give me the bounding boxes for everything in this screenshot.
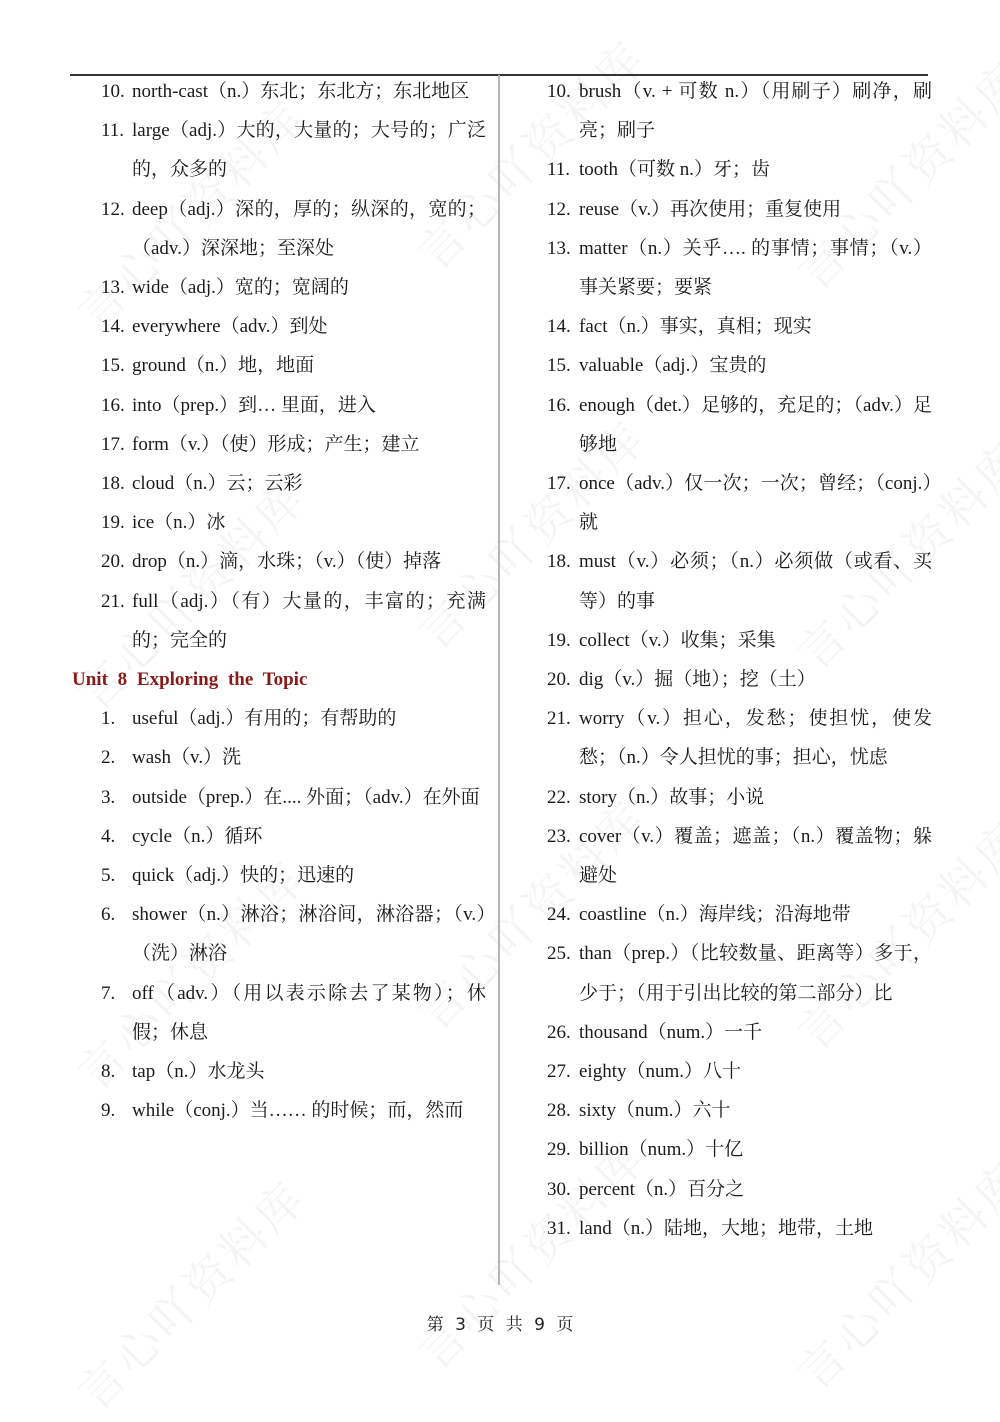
entry-text: than（prep.）（比较数量、距离等）多于，少于；（用于引出比较的第二部分）比 <box>579 943 932 1004</box>
entry-number: 7. <box>101 982 116 1004</box>
entry-number: 25. <box>547 943 571 965</box>
entry-number: 5. <box>101 865 116 887</box>
vocab-entry <box>547 1091 932 1130</box>
vocab-entry <box>72 346 486 385</box>
entry-text: full（adj.）（有）大量的，丰富的；充满的；完全的 <box>132 590 486 651</box>
entry-number: 3. <box>101 786 116 808</box>
entry-text: wide（adj.）宽的；宽阔的 <box>132 277 349 299</box>
vocab-entry <box>72 111 486 189</box>
vocab-entry <box>547 1130 932 1169</box>
entry-number: 19. <box>547 629 571 651</box>
vocab-entry <box>72 72 486 111</box>
entry-number: 23. <box>547 825 571 847</box>
vocab-entry <box>72 582 486 660</box>
entry-text: thousand（num.）一千 <box>579 1021 763 1043</box>
entry-number: 14. <box>101 316 125 338</box>
entry-number: 18. <box>547 551 571 573</box>
vocab-entry <box>547 895 932 934</box>
entry-text: story（n.）故事；小说 <box>579 786 765 808</box>
entry-number: 16. <box>101 394 125 416</box>
vocab-entry <box>547 72 932 150</box>
entry-number: 11. <box>547 159 571 181</box>
entry-number: 1. <box>101 708 116 730</box>
entry-number: 15. <box>101 355 125 377</box>
entry-number: 12. <box>547 198 571 220</box>
entry-number: 4. <box>101 825 116 847</box>
vocab-entry <box>547 346 932 385</box>
vocab-entry <box>547 660 932 699</box>
entry-text: cover（v.）覆盖；遮盖；（n.）覆盖物；躲避处 <box>579 825 932 887</box>
vocab-entry <box>72 425 486 464</box>
entry-text: enough（det.）足够的，充足的；（adv.）足够地 <box>579 394 932 455</box>
entry-number: 17. <box>101 433 125 455</box>
entry-text: ground（n.）地，地面 <box>132 355 315 377</box>
entry-number: 28. <box>547 1100 571 1122</box>
entry-number: 14. <box>547 316 571 338</box>
entry-number: 31. <box>547 1217 571 1239</box>
entry-number: 29. <box>547 1139 571 1161</box>
entry-text: worry（v.）担心，发愁；使担忧，使发愁；（n.）令人担忧的事；担心，忧虑 <box>579 708 932 769</box>
entry-number: 19. <box>101 512 125 534</box>
entry-number: 22. <box>547 786 571 808</box>
entry-number: 6. <box>101 904 116 926</box>
entry-text: ice（n.）冰 <box>132 512 226 534</box>
entry-text: quick（adj.）快的；迅速的 <box>132 865 355 887</box>
entry-number: 24. <box>547 904 571 926</box>
vocab-entry <box>547 229 932 307</box>
entry-number: 18. <box>101 473 125 495</box>
vocab-entry <box>547 1170 932 1209</box>
vocab-entry <box>72 268 486 307</box>
vocab-entry <box>72 1091 486 1130</box>
page-footer: 第 3 页 共 9 页 <box>426 1315 574 1335</box>
right-column <box>547 72 932 1248</box>
section-heading: Unit 8 Exploring the Topic <box>72 669 308 691</box>
entry-number: 11. <box>101 120 125 142</box>
vocab-entry <box>72 974 486 1052</box>
entry-text: reuse（v.）再次使用；重复使用 <box>579 198 842 220</box>
vocab-entry <box>547 190 932 229</box>
vocab-entry <box>72 190 486 268</box>
entry-text: everywhere（adv.）到处 <box>132 316 328 338</box>
entry-number: 10. <box>547 81 571 102</box>
vocab-entry <box>72 778 486 817</box>
entry-text: form（v.）（使）形成；产生；建立 <box>132 433 420 455</box>
vocab-entry <box>547 778 932 817</box>
vocab-entry <box>72 895 486 973</box>
entry-number: 20. <box>101 551 125 573</box>
entry-text: sixty（num.）六十 <box>579 1100 731 1122</box>
column-divider <box>498 75 500 1285</box>
vocab-entry <box>72 464 486 503</box>
vocab-entry <box>72 307 486 346</box>
entry-text: fact（n.）事实，真相；现实 <box>579 316 812 338</box>
vocab-entry <box>547 307 932 346</box>
entry-text: deep（adj.）深的，厚的；纵深的，宽的；（adv.）深深地；至深处 <box>132 198 486 259</box>
entry-number: 10. <box>101 81 125 102</box>
vocab-entry <box>547 1013 932 1052</box>
entry-text: billion（num.）十亿 <box>579 1139 744 1161</box>
entry-number: 2. <box>101 747 116 769</box>
vocab-entry <box>547 464 932 542</box>
vocab-entry <box>547 386 932 464</box>
entry-text: dig（v.）掘（地）；挖（土） <box>579 669 816 691</box>
entry-text: north-cast（n.）东北；东北方；东北地区 <box>132 81 470 102</box>
vocab-entry <box>72 738 486 777</box>
vocab-entry <box>547 542 932 620</box>
entry-text: shower（n.）淋浴；淋浴间，淋浴器；（v.）（洗）淋浴 <box>132 904 486 965</box>
entry-number: 21. <box>101 590 125 612</box>
entry-text: drop（n.）滴，水珠；（v.）（使）掉落 <box>132 551 442 573</box>
entry-text: matter（n.）关乎…. 的事情；事情；（v.）事关紧要；要紧 <box>579 237 932 299</box>
entry-text: coastline（n.）海岸线；沿海地带 <box>579 904 851 926</box>
entry-text: while（conj.）当…… 的时候；而，然而 <box>132 1100 464 1122</box>
entry-number: 9. <box>101 1100 116 1122</box>
entry-text: off（adv.）（用以表示除去了某物）；休假；休息 <box>132 982 486 1043</box>
entry-number: 8. <box>101 1061 116 1083</box>
entry-text: tooth（可数 n.）牙；齿 <box>579 159 771 181</box>
entry-text: collect（v.）收集；采集 <box>579 629 776 651</box>
entry-text: cycle（n.）循环 <box>132 825 263 847</box>
vocab-entry <box>72 503 486 542</box>
vocab-entry <box>547 621 932 660</box>
vocab-entry <box>72 817 486 856</box>
entry-text: land（n.）陆地，大地；地带，土地 <box>579 1217 873 1239</box>
vocab-entry <box>547 699 932 777</box>
vocab-entry <box>72 1052 486 1091</box>
entry-text: brush（v. + 可数 n.）（用刷子）刷净，刷亮；刷子 <box>579 81 932 142</box>
entry-text: tap（n.）水龙头 <box>132 1061 265 1083</box>
entry-number: 13. <box>101 277 125 299</box>
vocab-entry <box>547 1052 932 1091</box>
entry-text: valuable（adj.）宝贵的 <box>579 355 767 377</box>
entry-text: cloud（n.）云；云彩 <box>132 473 303 495</box>
vocab-entry <box>547 817 932 895</box>
entry-text: wash（v.）洗 <box>132 747 242 769</box>
entry-number: 12. <box>101 198 125 220</box>
entry-number: 13. <box>547 237 571 259</box>
entry-number: 17. <box>547 473 571 495</box>
vocab-entry <box>547 1209 932 1248</box>
vocab-entry <box>72 386 486 425</box>
entry-number: 27. <box>547 1061 571 1083</box>
vocab-entry <box>72 542 486 581</box>
entry-text: outside（prep.）在.... 外面；（adv.）在外面 <box>132 786 480 808</box>
entry-text: once（adv.）仅一次；一次；曾经；（conj.）就 <box>579 473 932 534</box>
entry-number: 21. <box>547 708 571 730</box>
entry-text: into（prep.）到… 里面，进入 <box>132 394 376 416</box>
entry-number: 16. <box>547 394 571 416</box>
entry-text: useful（adj.）有用的；有帮助的 <box>132 708 397 730</box>
entry-text: must（v.）必须；（n.）必须做（或看、买等）的事 <box>579 551 932 612</box>
left-column <box>72 72 486 1130</box>
entry-text: eighty（num.）八十 <box>579 1061 742 1083</box>
watermark <box>61 1164 320 1422</box>
entry-number: 15. <box>547 355 571 377</box>
entry-text: percent（n.）百分之 <box>579 1178 745 1200</box>
vocab-entry <box>547 150 932 189</box>
entry-number: 20. <box>547 669 571 691</box>
vocab-entry <box>72 699 486 738</box>
entry-text: large（adj.）大的，大量的；大号的；广泛的，众多的 <box>132 120 486 181</box>
entry-number: 26. <box>547 1021 571 1043</box>
vocab-entry <box>72 856 486 895</box>
vocab-entry <box>547 934 932 1012</box>
entry-number: 30. <box>547 1178 571 1200</box>
